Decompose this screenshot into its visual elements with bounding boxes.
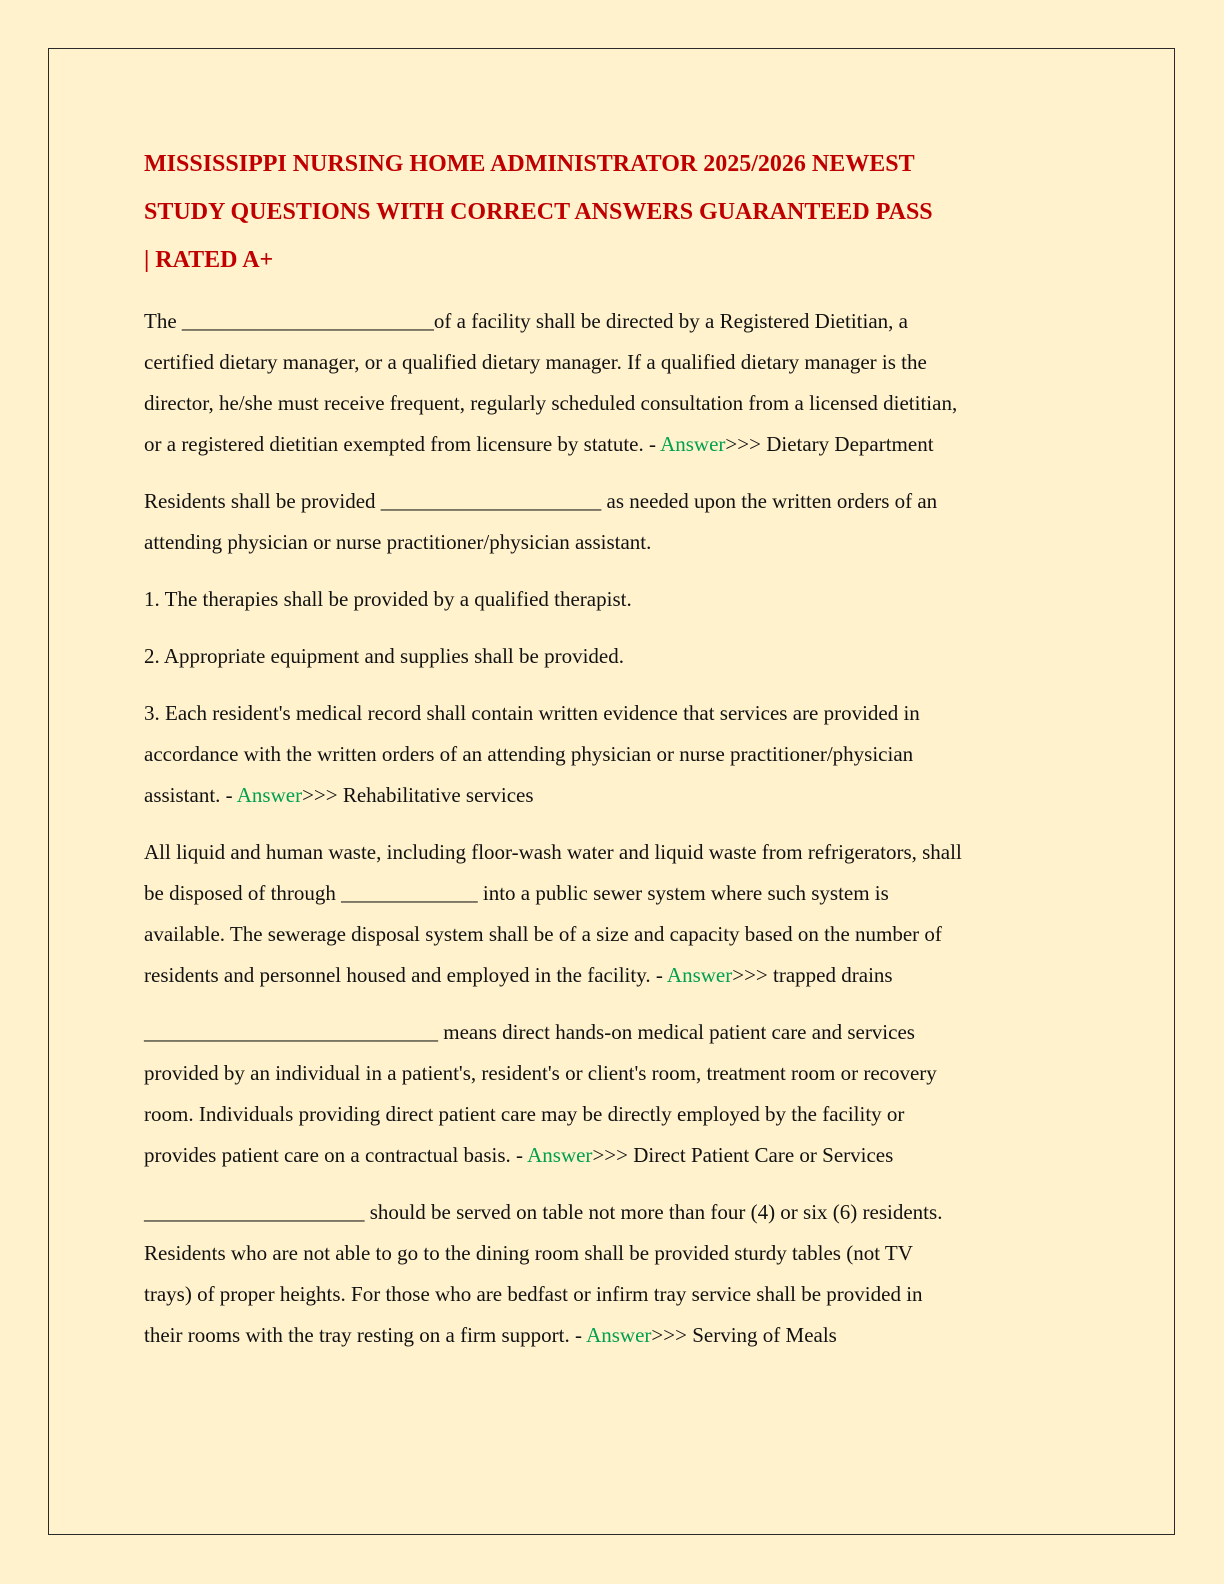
text-line: Residents who are not able to go to the dining room shall be provided sturdy tables (not TV — [144, 1241, 913, 1265]
list-item — [144, 693, 1084, 816]
text-line: be disposed of through _____________ into a public sewer system where such system is — [144, 881, 889, 905]
text-line: director, he/she must receive frequent, regularly scheduled consultation from a licensed dietitian, — [144, 391, 958, 415]
text-line: ____________________________ means direct hands-on medical patient care and services — [144, 1020, 915, 1044]
text-line: attending physician or nurse practitioner/physician assistant. — [144, 530, 652, 554]
answer-text: Serving of Meals — [686, 1323, 837, 1347]
text-line: room. Individuals providing direct patient care may be directly employed by the facility or — [144, 1102, 905, 1126]
answer-text: Rehabilitative services — [337, 783, 534, 807]
text-line: trays) of proper heights. For those who are bedfast or infirm tray service shall be provided in — [144, 1282, 923, 1306]
answer-label: Answer — [586, 1323, 652, 1347]
question-dietary-department — [144, 301, 1084, 465]
text-line: 1. The therapies shall be provided by a qualified therapist. — [144, 587, 632, 611]
answer-arrow: >>> — [651, 1323, 687, 1347]
question-text: assistant. - — [144, 783, 237, 807]
title-line: | RATED A+ — [144, 247, 274, 273]
question-trapped-drains — [144, 832, 1084, 996]
answer-label: Answer — [527, 1143, 593, 1167]
question-text: provides patient care on a contractual basis. - — [144, 1143, 528, 1167]
question-direct-patient-care — [144, 1012, 1084, 1176]
answer-text: Direct Patient Care or Services — [627, 1143, 894, 1167]
list-item — [144, 579, 1084, 620]
answer-line — [144, 775, 1084, 816]
answer-label: Answer — [660, 432, 726, 456]
answer-line — [144, 424, 1084, 465]
question-text: their rooms with the tray resting on a firm support. - — [144, 1323, 587, 1347]
title-line: MISSISSIPPI NURSING HOME ADMINISTRATOR 2025/2026 NEWEST — [144, 151, 915, 177]
answer-line — [144, 955, 1084, 996]
text-line: _____________________ should be served on table not more than four (4) or six (6) residents. — [144, 1200, 943, 1224]
answer-arrow: >>> — [302, 783, 338, 807]
document-title — [144, 140, 1084, 284]
document-body — [144, 140, 1084, 1372]
text-line: Residents shall be provided _____________________ as needed upon the written orders of an — [144, 489, 938, 513]
text-line: accordance with the written orders of an attending physician or nurse practitioner/physician — [144, 742, 914, 766]
title-line: STUDY QUESTIONS WITH CORRECT ANSWERS GUARANTEED PASS — [144, 199, 933, 225]
question-rehabilitative-services — [144, 481, 1084, 563]
answer-arrow: >>> — [592, 1143, 628, 1167]
answer-label: Answer — [236, 783, 303, 807]
text-line: certified dietary manager, or a qualified dietary manager. If a qualified dietary manager is the — [144, 350, 927, 374]
question-text: residents and personnel housed and employed in the facility. - — [144, 963, 667, 987]
text-line: provided by an individual in a patient's, resident's or client's room, treatment room or recovery — [144, 1061, 937, 1085]
question-text: or a registered dietitian exempted from licensure by statute. - — [144, 432, 661, 456]
list-item — [144, 636, 1084, 677]
answer-line — [144, 1315, 1084, 1356]
answer-arrow: >>> — [732, 963, 768, 987]
text-line: The ________________________of a facility shall be directed by a Registered Dietitian, a — [144, 309, 908, 333]
answer-line — [144, 1135, 1084, 1176]
answer-text: trapped drains — [767, 963, 893, 987]
question-serving-of-meals — [144, 1192, 1084, 1356]
text-line: All liquid and human waste, including floor-wash water and liquid waste from refrigerators, shall — [144, 840, 962, 864]
text-line: 2. Appropriate equipment and supplies shall be provided. — [144, 644, 624, 668]
answer-label: Answer — [666, 963, 733, 987]
text-line: 3. Each resident's medical record shall contain written evidence that services are provided in — [144, 701, 920, 725]
answer-text: Dietary Department — [760, 432, 934, 456]
text-line: available. The sewerage disposal system shall be of a size and capacity based on the number of — [144, 922, 942, 946]
answer-arrow: >>> — [725, 432, 761, 456]
